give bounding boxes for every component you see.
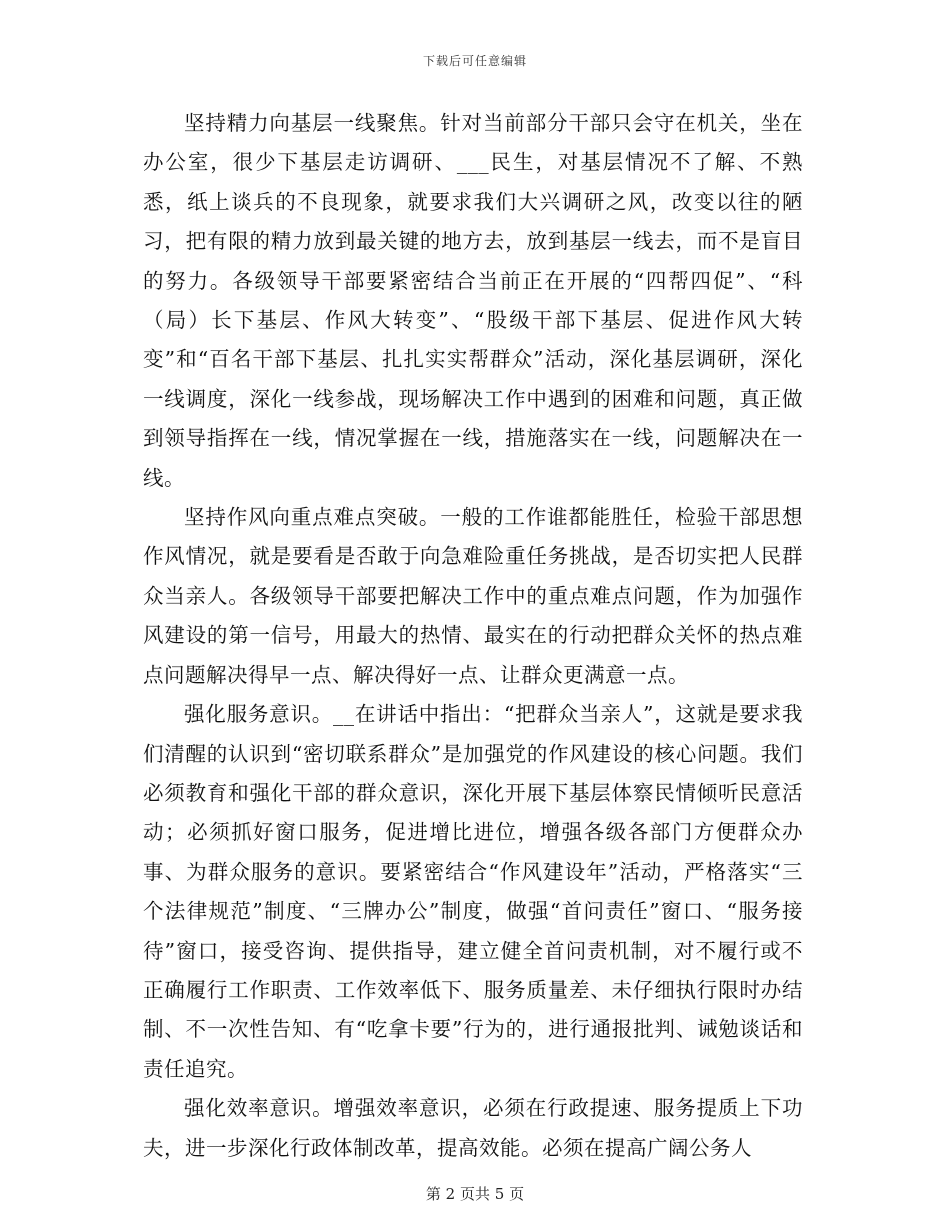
page-footer: 第 2 页共 5 页 xyxy=(425,1185,525,1203)
paragraph-efficiency-awareness: 强化效率意识。增强效率意识，必须在行政提速、服务提质上下功夫，进一步深化行政体制改革，提高效能。必须在提高广阔公务人 xyxy=(143,1096,803,1160)
page-header: 下载后可任意编辑 xyxy=(422,54,527,68)
document-body xyxy=(143,104,803,1168)
paragraph-grassroots-focus: 坚持精力向基层一线聚焦。针对当前部分干部只会守在机关，坐在办公室，很少下基层走访调研、___民生，对基层情况不了解、不熟悉，纸上谈兵的不良现象，就要求我们大兴调研之风，改变以往的陋习，把有限的精力放到最关键的地方去，放到基层一线去，而不是盲目的努力。各级领导干部要紧密结合当前正在开展的“四帮四促”、“科（局）长下基层、作风大转变”、“股级干部下基层、促进作风大转变”和“百名干部下基层、扎扎实实帮群众”活动，深化基层调研，深化一线调度，深化一线参战，现场解决工作中遇到的困难和问题，真正做到领导指挥在一线，情况掌握在一线，措施落实在一线，问题解决在一线。 xyxy=(143,111,803,490)
paragraph-service-awareness: 强化服务意识。__在讲话中指出：“把群众当亲人”，这就是要求我们清醒的认识到“密切联系群众”是加强党的作风建设的核心问题。我们必须教育和强化干部的群众意识，深化开展下基层体察民情倾听民意活动；必须抓好窗口服务，促进增比进位，增强各级各部门方便群众办事、为群众服务的意识。要紧密结合“作风建设年”活动，严格落实“三个法律规范”制度、“三牌办公”制度，做强“首问责任”窗口、“服务接待”窗口，接受咨询、提供指导，建立健全首问责机制，对不履行或不正确履行工作职责、工作效率低下、服务质量差、未仔细执行限时办结制、不一次性告知、有“吃拿卡要”行为的，进行通报批判、诫勉谈话和责任追究。 xyxy=(143,702,803,1081)
paragraph-key-difficulties: 坚持作风向重点难点突破。一般的工作谁都能胜任，检验干部思想作风情况，就是要看是否敢于向急难险重任务挑战，是否切实把人民群众当亲人。各级领导干部要把解决工作中的重点难点问题，作为加强作风建设的第一信号，用最大的热情、最实在的行动把群众关怀的热点难点问题解决得早一点、解决得好一点、让群众更满意一点。 xyxy=(143,505,803,687)
